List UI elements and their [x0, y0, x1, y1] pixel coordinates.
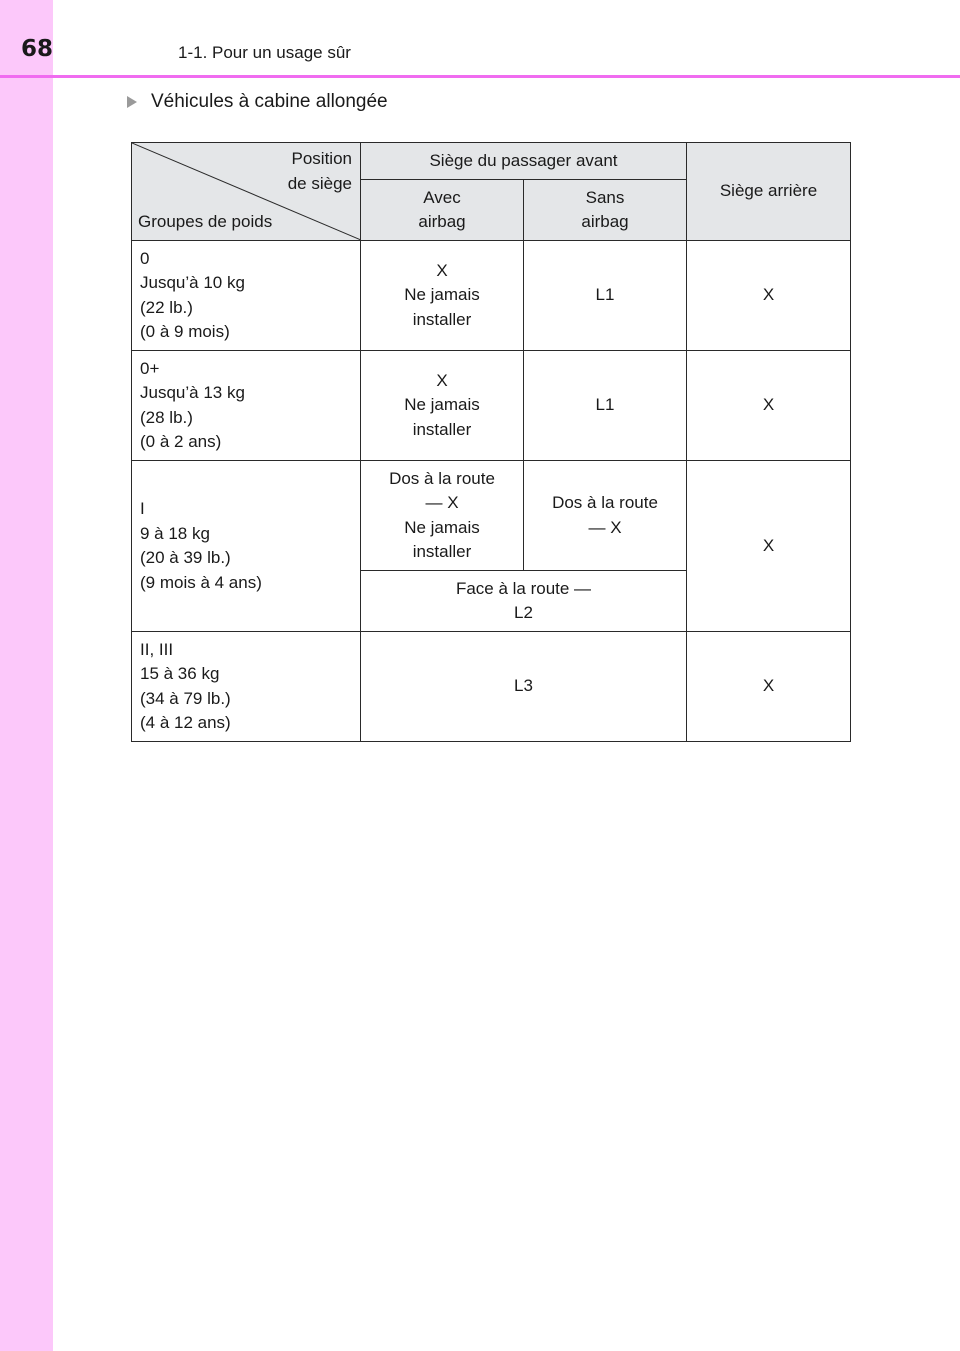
rear-seat-cell: X [687, 461, 851, 632]
weight-group-cell: 0 Jusqu’à 10 kg (22 lb.) (0 à 9 mois) [132, 241, 361, 351]
front-facing-cell: Face à la route — L2 [361, 571, 687, 632]
section-title: Véhicules à cabine allongée [151, 91, 388, 112]
table-row [132, 351, 851, 461]
seat-position-label: Position de siège [287, 149, 352, 193]
without-airbag-cell: L1 [524, 351, 687, 461]
rear-seat-cell: X [687, 241, 851, 351]
weight-group-cell: II, III 15 à 36 kg (34 à 79 lb.) (4 à 12 ans) [132, 632, 361, 742]
table-row [132, 632, 851, 742]
header-divider [0, 75, 960, 78]
weight-group-label: Groupes de poids [138, 211, 273, 231]
chapter-title: 1-1. Pour un usage sûr [178, 43, 351, 62]
rear-seat-cell: X [687, 351, 851, 461]
with-airbag-cell: Dos à la route — X Ne jamais installer [361, 461, 524, 571]
header-without-airbag: Sans airbag [524, 180, 687, 241]
header-front-passenger: Siège du passager avant [361, 143, 687, 180]
front-passenger-cell: L3 [361, 632, 687, 742]
weight-group-cell: 0+ Jusqu’à 13 kg (28 lb.) (0 à 2 ans) [132, 351, 361, 461]
with-airbag-cell: X Ne jamais installer [361, 351, 524, 461]
without-airbag-cell: Dos à la route — X [524, 461, 687, 571]
section-heading [127, 90, 388, 114]
page-sidebar [0, 0, 53, 1351]
header-rear-seat: Siège arrière [687, 143, 851, 241]
triangle-bullet-icon [127, 96, 137, 108]
table-corner-cell [132, 143, 361, 241]
table-row [132, 241, 851, 351]
with-airbag-cell: X Ne jamais installer [361, 241, 524, 351]
header-with-airbag: Avec airbag [361, 180, 524, 241]
page-number: 68 [20, 36, 53, 62]
rear-seat-cell: X [687, 632, 851, 742]
weight-group-cell: I 9 à 18 kg (20 à 39 lb.) (9 mois à 4 ans) [132, 461, 361, 632]
without-airbag-cell: L1 [524, 241, 687, 351]
seat-compatibility-table [131, 142, 851, 742]
table-row [132, 461, 851, 571]
